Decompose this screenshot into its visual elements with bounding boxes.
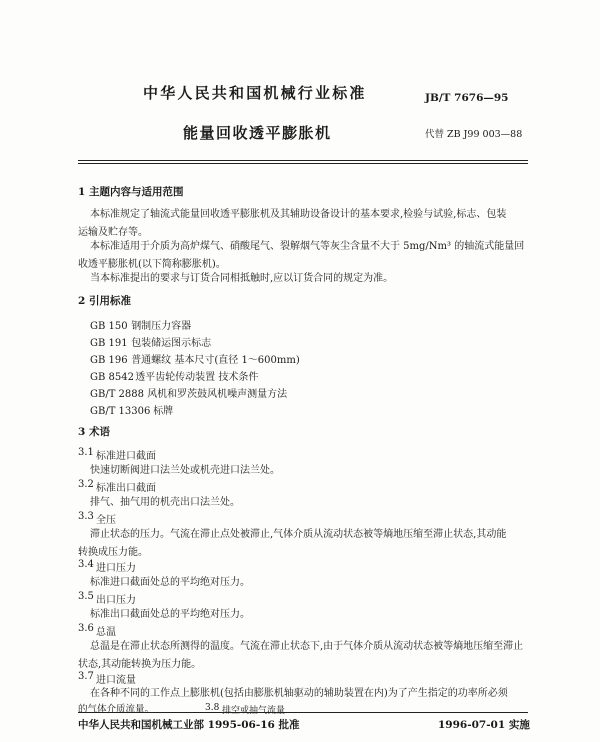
- term-body: 总温是在滞止状态所测得的温度。气流在滞止状态下,由于气体介质从流动状态被等熵地压缩至滞止: [90, 641, 524, 652]
- paragraph: 本标准规定了轴流式能量回收透平膨胀机及其辅助设备设计的基本要求,检验与试验,标志、包装: [90, 209, 507, 220]
- term-title: 排空或抽气流量: [222, 706, 286, 716]
- term-body-continuation: 转换成压力能。: [78, 547, 148, 558]
- reference-title: 钢制压力容器: [131, 321, 192, 332]
- term-body: 排气、抽气用的机壳出口法兰处。: [90, 497, 240, 508]
- term-body: 标准出口截面处总的平均绝对压力。: [90, 609, 250, 620]
- term-body-continuation: 状态,其动能转换为压力能。: [78, 659, 202, 670]
- term-number: 3.2: [78, 479, 94, 490]
- term-number: 3.8: [205, 703, 220, 713]
- section-3-heading: 3 术语: [78, 426, 110, 438]
- paragraph-continuation: 收透平膨胀机(以下简称膨胀机)。: [78, 259, 226, 270]
- replaces-note: 代替 ZB J99 003—88: [425, 129, 523, 140]
- term-body-continuation: 的气体介质流量。: [78, 704, 155, 715]
- standard-code: JB/T 7676—95: [425, 92, 509, 104]
- section-1-heading: 1 主题内容与适用范围: [78, 186, 184, 198]
- term-title: 全压: [96, 515, 116, 526]
- reference-item: [90, 334, 211, 349]
- reference-title: 包装储运图示标志: [131, 338, 212, 349]
- term-number: 3.7: [78, 671, 94, 682]
- reference-code: GB 191: [90, 338, 128, 349]
- paragraph: 本标准适用于介质为高炉煤气、硝酸尾气、裂解烟气等灰尘含量不大于 5mg/Nm³ 的轴流式能量回: [90, 241, 525, 252]
- reference-title: 普通螺纹 基本尺寸(直径 1～600mm): [131, 355, 300, 366]
- term-body: 快速切断阀进口法兰处或机壳进口法兰处。: [90, 465, 280, 476]
- reference-code: GB/T 13306: [90, 406, 151, 417]
- term-number: 3.4: [78, 559, 94, 570]
- reference-item: [90, 402, 173, 417]
- reference-item: [90, 317, 191, 332]
- footer-rule: [78, 712, 528, 713]
- term-number: 3.3: [78, 511, 94, 522]
- term-title: 总温: [96, 627, 116, 638]
- approval-note: 中华人民共和国机械工业部 1995-06-16 批准: [78, 719, 300, 731]
- term-body: 在各种不同的工作点上膨胀机(包括由膨胀机轴驱动的辅助装置在内)为了产生指定的功率所必须: [90, 688, 508, 699]
- reference-code: GB 196: [90, 355, 128, 366]
- reference-item: [90, 368, 258, 383]
- paragraph: 当本标准提出的要求与订货合同相抵触时,应以订货合同的规定为准。: [90, 273, 394, 284]
- reference-code: GB 150: [90, 321, 128, 332]
- effective-date: 1996-07-01 实施: [438, 719, 530, 731]
- term-number: 3.5: [78, 591, 94, 602]
- reference-item: [90, 351, 300, 366]
- document-title: 能量回收透平膨胀机: [183, 124, 332, 142]
- reference-item: [90, 385, 287, 400]
- header-rule-thick: [78, 160, 528, 161]
- reference-code: GB 8542: [90, 372, 134, 383]
- reference-title: 透平齿轮传动装置 技术条件: [135, 372, 259, 383]
- term-title: 进口压力: [96, 563, 136, 574]
- term-number: 3.1: [78, 447, 94, 458]
- term-body: 滞止状态的压力。气流在滞止点处被滞止,气体介质从流动状态被等熵地压缩至滞止状态,其动能: [90, 529, 507, 540]
- reference-title: 风机和罗茨鼓风机噪声测量方法: [147, 389, 288, 400]
- term-title: 标准进口截面: [96, 451, 156, 462]
- section-2-heading: 2 引用标准: [78, 295, 131, 307]
- standard-title: 中华人民共和国机械行业标准: [143, 84, 367, 102]
- reference-code: GB/T 2888: [90, 389, 145, 400]
- term-title: 进口流量: [96, 675, 136, 686]
- term-number: 3.6: [78, 623, 94, 634]
- term-title: 标准出口截面: [96, 483, 156, 494]
- term-title: 出口压力: [96, 595, 136, 606]
- paragraph-continuation: 运输及贮存等。: [78, 227, 148, 238]
- header-rule-thin: [78, 163, 528, 164]
- reference-title: 标牌: [153, 406, 174, 417]
- term-body: 标准进口截面处总的平均绝对压力。: [90, 577, 250, 588]
